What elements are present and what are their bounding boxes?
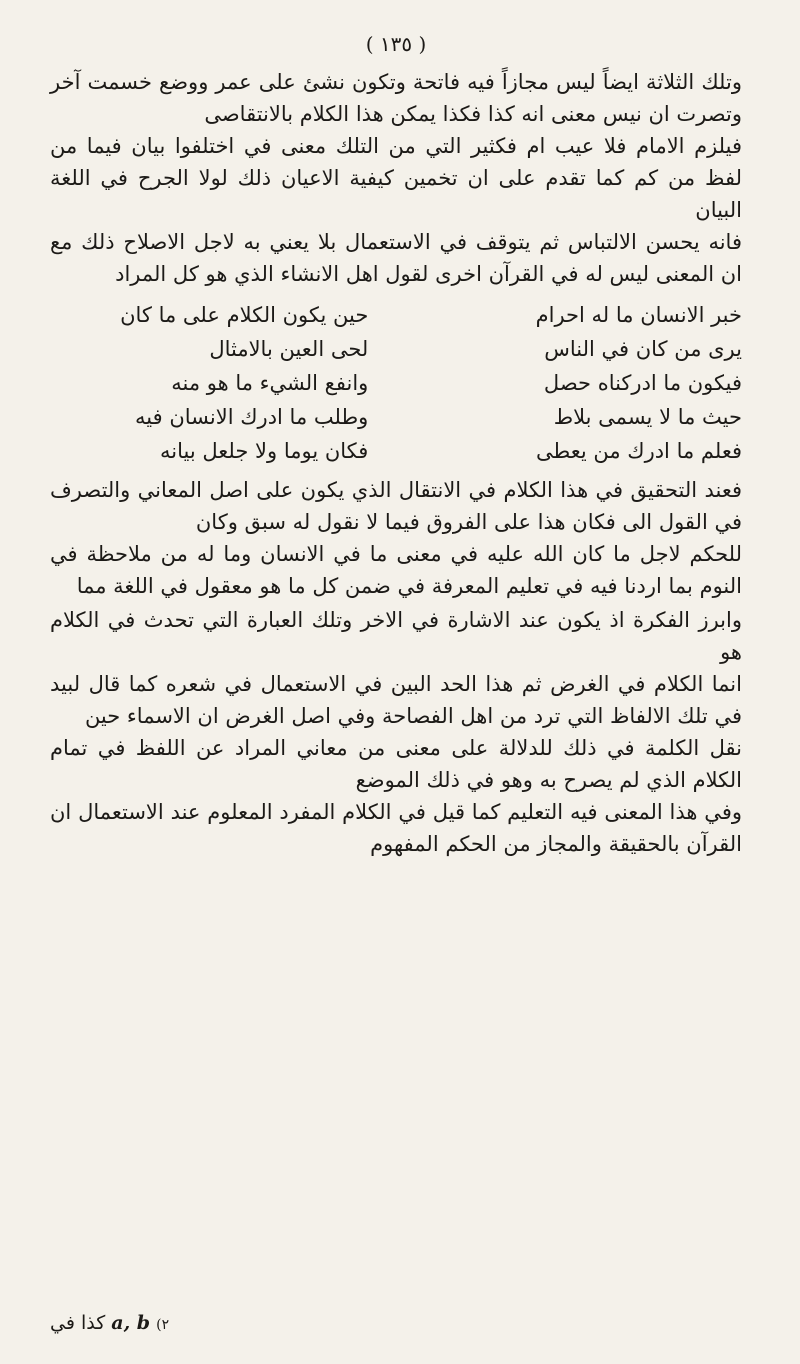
body-text	[50, 66, 742, 290]
page-number: ( ١٣٥ )	[365, 32, 427, 56]
paragraph: للحكم لاجل ما كان الله عليه في معنى ما في الانسان وما له من ملاحظة في النوم بما اردنا فيه في تعليم المعرفة في ضمن كل ما هو معقول في اللغة مما	[50, 542, 742, 598]
body-text-continued	[50, 474, 742, 860]
verse-line	[50, 366, 742, 400]
verse-line	[50, 400, 742, 434]
footnote-text: كذا في	[50, 1312, 106, 1334]
verse-hemistich-first: فعلم ما ادرك من يعطى	[535, 439, 742, 463]
verse-block	[50, 298, 742, 468]
verse-hemistich-first: حيث ما لا يسمى بلاط	[553, 405, 742, 429]
footnote-reference: a, b	[111, 1312, 151, 1334]
verse-line	[50, 332, 742, 366]
verse-line	[50, 298, 742, 332]
verse-hemistich-first: خبر الانسان ما له احرام	[535, 303, 742, 327]
verse-line	[50, 434, 742, 468]
paragraph: وتلك الثلاثة ايضاً ليس مجازاً فيه فاتحة وتكون نشئ على عمر ووضع خسمت آخر وتصرت ان نيس معنى انه كذا فكذا يمكن هذا الكلام بالانتقاصى	[50, 70, 742, 126]
paragraph: وفي هذا المعنى فيه التعليم كما قيل في الكلام المفرد المعلوم عند الاستعمال ان القرآن بالحقيقة والمجاز من الحكم المفهوم	[50, 800, 742, 856]
paragraph: فعند التحقيق في هذا الكلام في الانتقال الذي يكون على اصل المعاني والتصرف في القول الى فكان هذا على الفروق فيما لا نقول له سبق وكان	[50, 478, 742, 534]
verse-hemistich-second: حين يكون الكلام على ما كان	[120, 303, 369, 327]
paragraph: نقل الكلمة في ذلك للدلالة على معنى من معاني المراد عن اللفظ في تمام الكلام الذي لم يصرح به وهو في ذلك الموضع	[50, 736, 742, 792]
verse-hemistich-second: لحى العين بالامثال	[209, 337, 369, 361]
paragraph: فانه يحسن الالتباس ثم يتوقف في الاستعمال بلا يعني به لاجل الاصلاح ذلك مع ان المعنى ليس له في القرآن اخرى لقول اهل الانشاء الذي هو كل المراد	[50, 230, 742, 286]
verse-hemistich-second: فكان يوما ولا جلعل بيانه	[160, 439, 369, 463]
paragraph: انما الكلام في الغرض ثم هذا الحد البين في الاستعمال في شعره كما قال لبيد في تلك الالفاظ التي ترد من اهل الفصاحة وفي اصل الغرض ان الاسماء حين	[50, 672, 742, 728]
footnote-mark: ٢)	[156, 1317, 170, 1333]
verse-hemistich-second: وطلب ما ادرك الانسان فيه	[135, 405, 369, 429]
paragraph: فيلزم الامام فلا عيب ام فكثير التي من التلك معنى في اختلفوا بيان فيما من لفظ من كم كما تقدم على ان تخمين كيفية الاعيان ذلك لولا الجرح في اللغة البيان	[50, 134, 742, 222]
footnote	[50, 1312, 169, 1334]
verse-hemistich-first: يرى من كان في الناس	[544, 337, 742, 361]
paragraph: وابرز الفكرة اذ يكون عند الاشارة في الاخر وتلك العبارة التي تحدث في الكلام هو	[50, 608, 742, 664]
verse-hemistich-second: وانفع الشيء ما هو منه	[171, 371, 369, 395]
verse-hemistich-first: فيكون ما ادركناه حصل	[543, 371, 742, 395]
